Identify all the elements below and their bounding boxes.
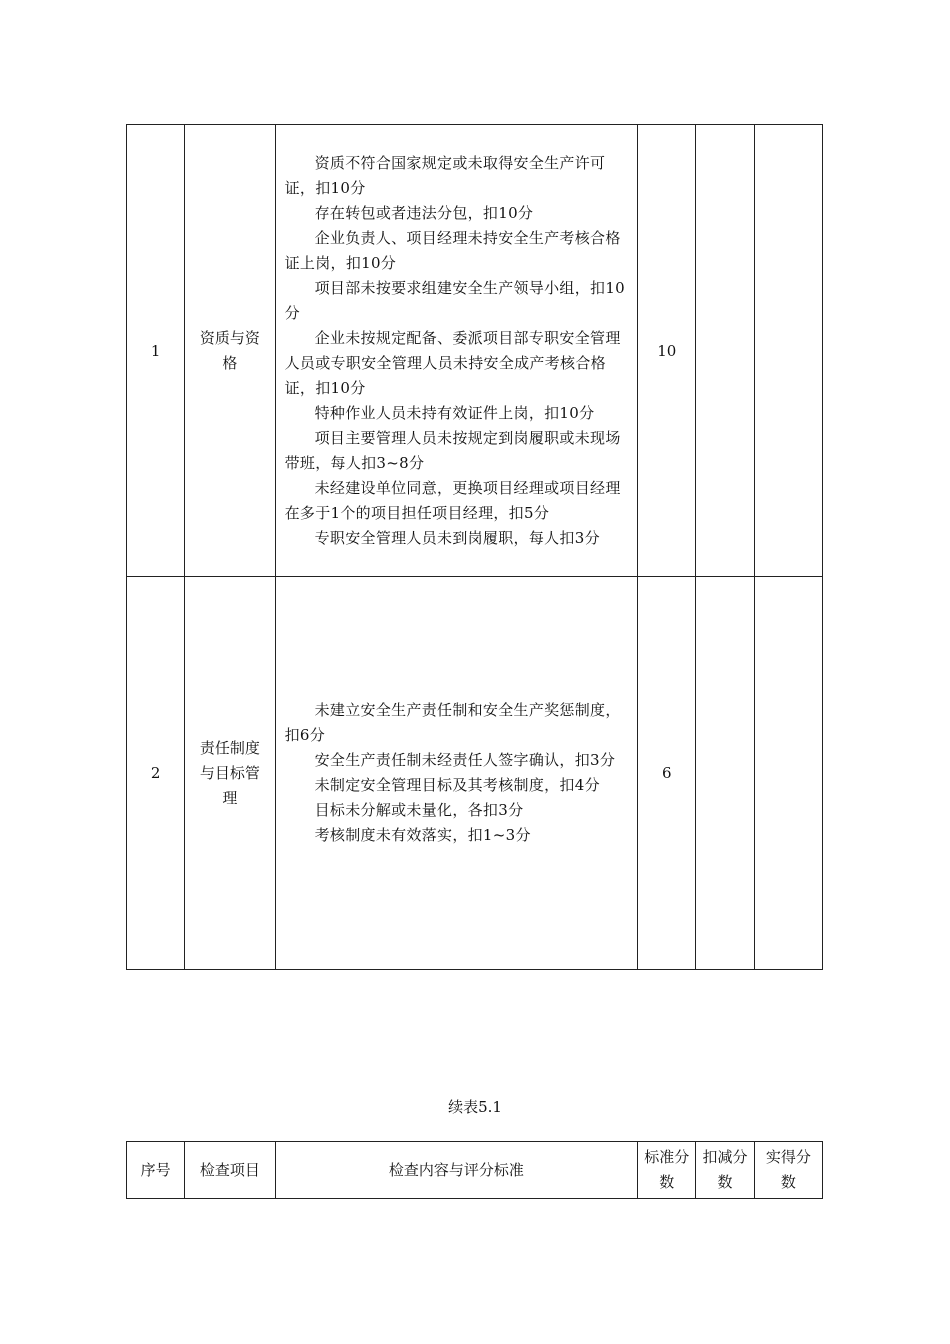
criterion: 特种作业人员未持有效证件上岗，扣10分 (314, 403, 595, 422)
criterion: 企业负责人、项目经理未持安全生产考核合格证上岗，扣10分 (284, 228, 621, 272)
criterion: 专职安全管理人员未到岗履职，每人扣3分 (314, 528, 600, 547)
criterion: 考核制度未有效落实，扣1~3分 (314, 826, 531, 844)
header-item: 检查项目 (185, 1142, 275, 1199)
header-criteria: 检查内容与评分标准 (275, 1142, 638, 1199)
header-deduct: 扣减分数 (696, 1142, 754, 1199)
standard-score: 6 (638, 577, 696, 970)
criterion: 安全生产责任制未经责任人签字确认，扣3分 (314, 751, 616, 769)
deducted-score (696, 577, 754, 970)
table-row (127, 577, 823, 970)
check-item: 资质与资格 (185, 125, 275, 577)
actual-score (754, 125, 822, 577)
header-actual: 实得分数 (754, 1142, 822, 1199)
row-number: 2 (127, 577, 185, 970)
criterion: 目标未分解或未量化，各扣3分 (314, 801, 524, 819)
criterion: 未经建设单位同意，更换项目经理或项目经理在多于1个的项目担任项目经理，扣5分 (284, 478, 621, 522)
criterion: 项目部未按要求组建安全生产领导小组，扣10分 (284, 278, 626, 322)
criteria-cell (275, 577, 638, 970)
deducted-score (696, 125, 754, 577)
header-no: 序号 (127, 1142, 185, 1199)
table-header (126, 1141, 823, 1199)
criterion: 未制定安全管理目标及其考核制度，扣4分 (314, 776, 600, 794)
criterion: 企业未按规定配备、委派项目部专职安全管理人员或专职安全管理人员未持安全成产考核合格证，扣10分 (284, 328, 621, 397)
criterion: 资质不符合国家规定或未取得安全生产许可证，扣10分 (284, 153, 606, 197)
header-row (127, 1142, 823, 1199)
actual-score (754, 577, 822, 970)
row-number: 1 (127, 125, 185, 577)
criteria-cell (275, 125, 638, 577)
standard-score: 10 (638, 125, 696, 577)
table-caption: 续表5.1 (448, 1098, 502, 1116)
criterion: 未建立安全生产责任制和安全生产奖惩制度，扣6分 (284, 701, 621, 744)
score-table (126, 124, 823, 970)
header-standard: 标准分数 (638, 1142, 696, 1199)
check-item: 责任制度与目标管理 (185, 577, 275, 970)
criterion: 存在转包或者违法分包，扣10分 (314, 203, 534, 222)
table-row (127, 125, 823, 577)
criterion: 项目主要管理人员未按规定到岗履职或未现场带班，每人扣3~8分 (284, 428, 621, 472)
